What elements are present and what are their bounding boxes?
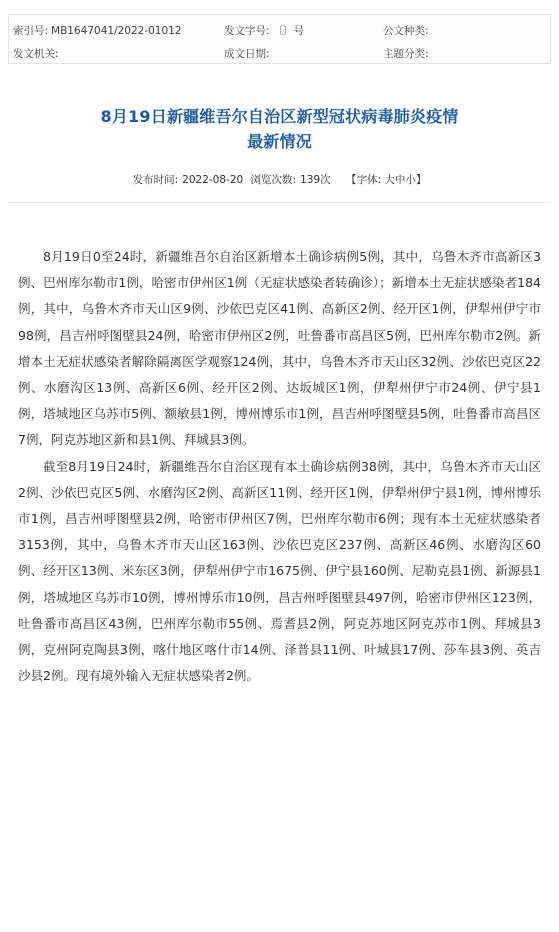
article-body (18, 244, 541, 689)
meta-public-type (383, 23, 432, 38)
publish-info-bar (0, 172, 559, 187)
meta-index-label: 索引号: (13, 25, 49, 37)
meta-public-type-label: 公文种类: (383, 25, 429, 37)
publish-date-value: 2022-08-20 (182, 174, 244, 186)
meta-date (224, 46, 273, 61)
meta-date-label: 成文日期: (224, 48, 270, 60)
article-title-line-1: 8月19日新疆维吾尔自治区新型冠状病毒肺炎疫情 (100, 107, 459, 126)
meta-issuer-label: 发文机关: (13, 48, 59, 60)
article-title-line-2: 最新情况 (247, 132, 312, 151)
meta-doc-number (224, 23, 304, 38)
header-divider (8, 202, 551, 203)
document-metadata-box (8, 14, 551, 64)
meta-topic (383, 46, 432, 61)
meta-topic-label: 主题分类: (383, 48, 429, 60)
article-paragraph-1: 8月19日0至24时，新疆维吾尔自治区新增本土确诊病例5例，其中，乌鲁木齐市高新区3例、巴州库尔勒市1例，哈密市伊州区1例（无症状感染者转确诊）；新增本土无症状感染者184例，其中，乌鲁木齐市天山区9例、沙依巴克区41例、高新区2例、经开区1例，伊犁州伊宁市98例，昌吉州呼图壁县24例，哈密市伊州区2例，吐鲁番市高昌区5例，巴州库尔勒市2例。新增本土无症状感染者解除隔离医学观察124例，其中，乌鲁木齐市天山区32例、沙依巴克区22例、水磨沟区13例、高新区6例、经开区2例、达坂城区1例，伊犁州伊宁市24例、伊宁县1例，塔城地区乌苏市5例、额敏县1例，博州博乐市1例，昌吉州呼图壁县5例，吐鲁番市高昌区7例，阿克苏地区新和县1例、拜城县3例。 (18, 249, 541, 448)
meta-index (13, 23, 182, 38)
view-count-value: 139次 (300, 174, 331, 186)
meta-doc-number-label: 发文字号: (224, 25, 270, 37)
meta-doc-number-value: 〔〕号 (272, 25, 305, 37)
publish-date-label: 发布时间: (132, 174, 179, 186)
view-count-label: 浏览次数: (250, 174, 297, 186)
meta-index-value: MB1647041/2022-01012 (51, 25, 182, 37)
article-paragraph-2: 截至8月19日24时，新疆维吾尔自治区现有本土确诊病例38例，其中，乌鲁木齐市天山区2例、沙依巴克区5例、水磨沟区2例、高新区11例、经开区1例，伊犁州伊宁县1例，博州博乐市1例，昌吉州呼图壁县2例，哈密市伊州区7例，巴州库尔勒市6例；现有本土无症状感染者3153例，其中，乌鲁木齐市天山区163例、沙依巴克区237例、高新区46例、水磨沟区60例、经开区13例、米东区3例，伊犁州伊宁市1675例、伊宁县160例、尼勒克县1例、新源县1例，塔城地区乌苏市10例，博州博乐市10例，昌吉州呼图壁县497例，哈密市伊州区123例，吐鲁番市高昌区43例，巴州库尔勒市55例、焉耆县2例，阿克苏地区阿克苏市1例、拜城县3例，克州阿克陶县3例，喀什地区喀什市14例、泽普县11例、叶城县17例、莎车县3例、英吉沙县2例。现有境外输入无症状感染者2例。 (18, 458, 541, 684)
meta-issuer (13, 46, 62, 61)
font-size-control[interactable]: 【字体: 大中小】 (345, 174, 427, 186)
